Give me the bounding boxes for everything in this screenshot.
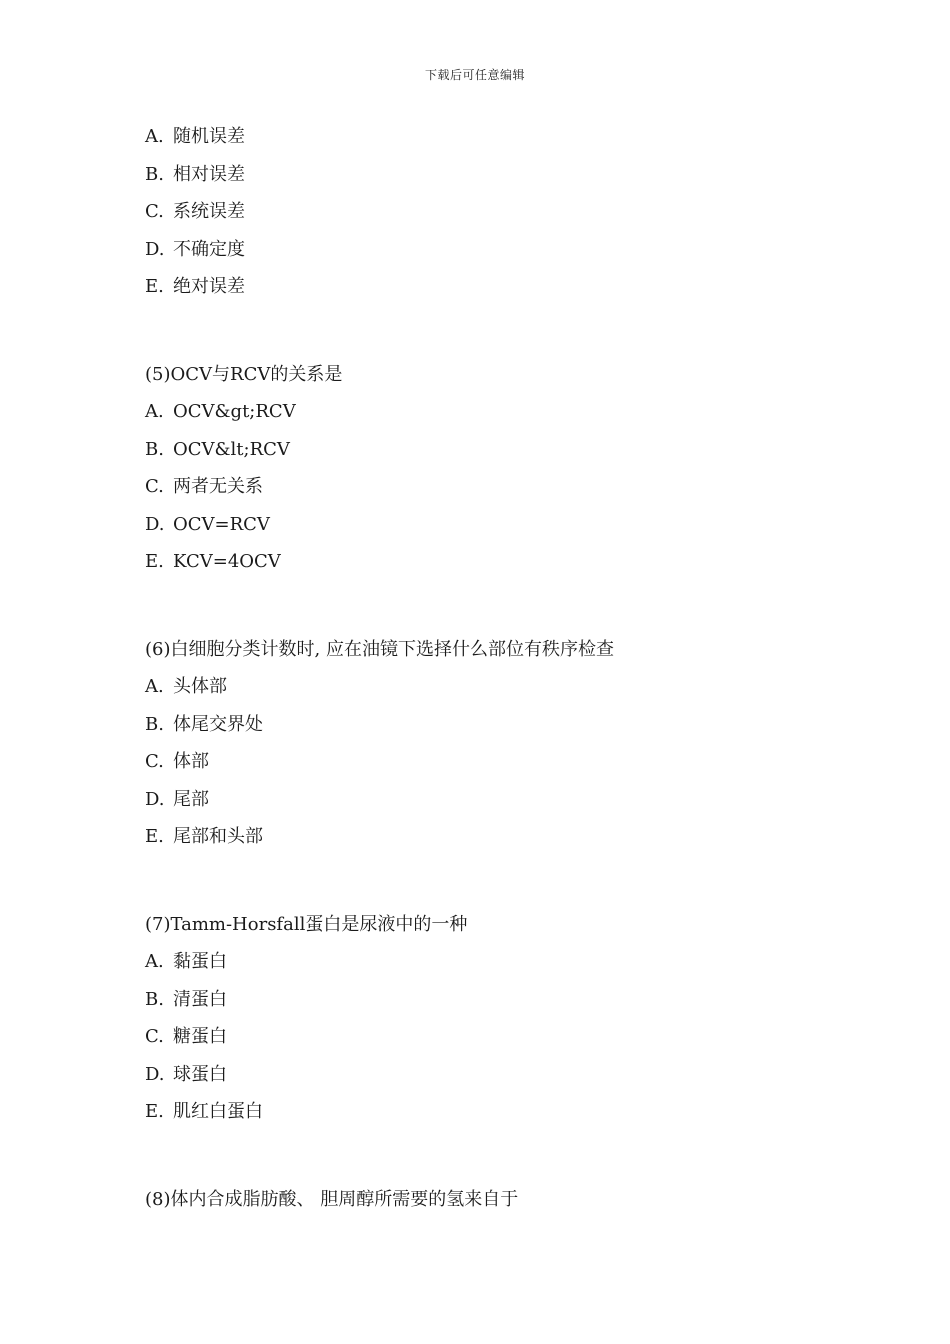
option-text: 随机误差 (173, 126, 245, 147)
option-text: 尾部和头部 (173, 826, 263, 847)
option-a (145, 399, 845, 424)
option-e (145, 1099, 845, 1124)
question-stem: (7)Tamm-Horsfall蛋白是尿液中的一种 (145, 913, 468, 935)
option-letter: D. (145, 1063, 165, 1085)
option-text: 两者无关系 (173, 476, 263, 497)
question-7 (145, 912, 845, 1125)
option-letter: A. (145, 401, 164, 422)
option-letter: C. (145, 1026, 164, 1047)
question-stem: (8)体内合成脂肪酸、 胆周醇所需要的氢来自于 (145, 1188, 519, 1210)
option-b (145, 437, 845, 462)
option-d (145, 512, 845, 537)
option-letter: C. (145, 751, 164, 772)
option-d (145, 237, 845, 262)
option-a (145, 949, 845, 974)
option-letter: D. (145, 788, 165, 810)
option-text: OCV&lt;RCV (173, 438, 290, 460)
option-text: 体部 (173, 751, 209, 772)
option-text: 相对误差 (173, 163, 245, 185)
question-stem: (5)OCV与RCV的关系是 (145, 363, 343, 385)
option-letter: A. (145, 676, 164, 697)
option-text: 球蛋白 (173, 1063, 227, 1085)
option-letter: D. (145, 513, 165, 535)
option-letter: D. (145, 238, 165, 260)
option-letter: B. (145, 988, 164, 1010)
option-b (145, 987, 845, 1012)
option-letter: A. (145, 951, 164, 972)
page-header: 下载后可任意编辑 (424, 68, 525, 82)
option-text: 系统误差 (173, 201, 245, 222)
option-letter: A. (145, 126, 164, 147)
option-e (145, 549, 845, 574)
option-letter: B. (145, 713, 164, 735)
option-a (145, 124, 845, 149)
option-letter: E. (145, 276, 164, 297)
option-text: 绝对误差 (173, 276, 245, 297)
option-text: 糖蛋白 (173, 1026, 227, 1047)
option-text: 不确定度 (173, 238, 245, 260)
option-text: 黏蛋白 (173, 951, 227, 972)
option-text: OCV&gt;RCV (173, 401, 296, 422)
option-b (145, 712, 845, 737)
option-letter: C. (145, 201, 164, 222)
question-4-continued (145, 124, 845, 299)
option-text: OCV=RCV (173, 513, 270, 535)
option-d (145, 787, 845, 812)
question-8 (145, 1187, 845, 1212)
spacer (145, 1137, 845, 1187)
option-c (145, 199, 845, 224)
option-letter: B. (145, 163, 164, 185)
question-stem: (6)白细胞分类计数时, 应在油镜下选择什么部位有秩序检查 (145, 638, 614, 660)
option-text: 清蛋白 (173, 988, 227, 1010)
option-letter: E. (145, 551, 164, 572)
option-e (145, 274, 845, 299)
option-letter: B. (145, 438, 164, 460)
option-text: 头体部 (173, 676, 227, 697)
option-c (145, 749, 845, 774)
option-b (145, 162, 845, 187)
option-a (145, 674, 845, 699)
option-letter: E. (145, 826, 164, 847)
question-6 (145, 637, 845, 850)
option-e (145, 824, 845, 849)
spacer (145, 587, 845, 637)
option-letter: E. (145, 1101, 164, 1122)
option-text: 肌红白蛋白 (173, 1101, 263, 1122)
option-d (145, 1062, 845, 1087)
question-list (145, 124, 845, 1224)
option-letter: C. (145, 476, 164, 497)
spacer (145, 862, 845, 912)
spacer (145, 312, 845, 362)
option-c (145, 1024, 845, 1049)
option-text: 尾部 (173, 788, 209, 810)
option-c (145, 474, 845, 499)
option-text: 体尾交界处 (173, 713, 263, 735)
option-text: KCV=4OCV (173, 551, 281, 572)
question-5 (145, 362, 845, 575)
